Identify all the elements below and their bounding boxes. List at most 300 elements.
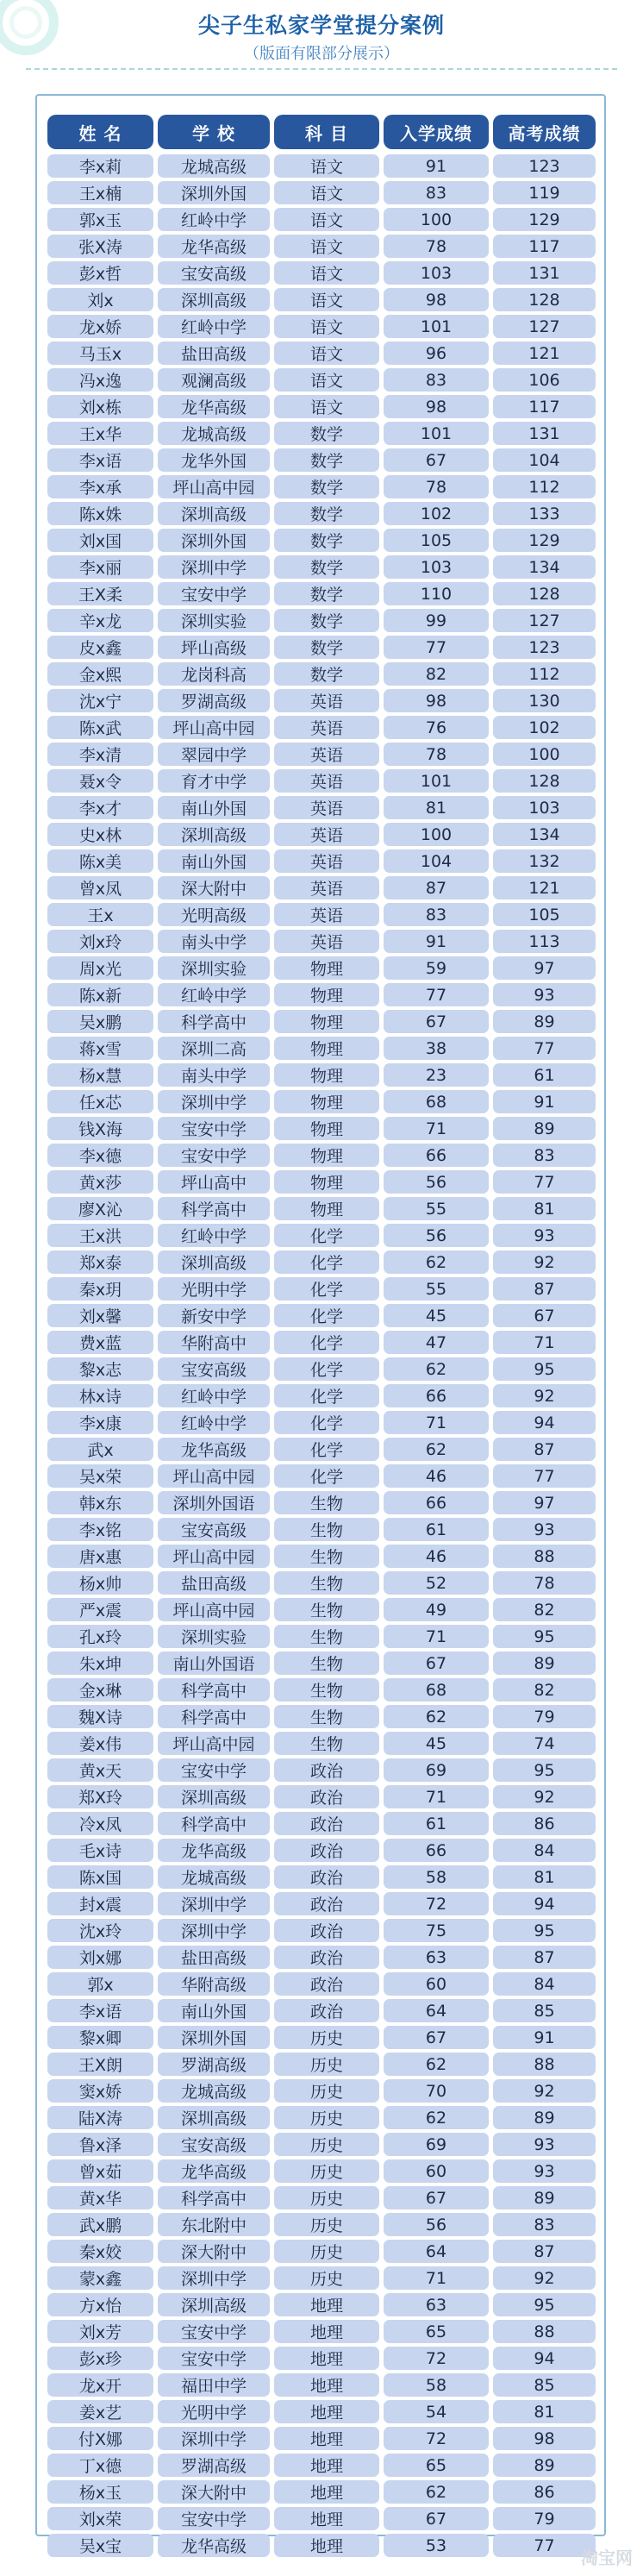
cell-name: 王x洪 xyxy=(47,1224,153,1247)
cell-entry-score: 53 xyxy=(384,2534,489,2557)
cell-entry-score: 98 xyxy=(384,689,489,712)
table-row xyxy=(47,981,596,1008)
cell-entry-score: 62 xyxy=(384,1438,489,1461)
cell-subject: 语文 xyxy=(274,288,379,311)
cell-school: 深圳高级 xyxy=(158,502,270,525)
cell-gaokao-score: 91 xyxy=(493,2026,596,2049)
table-row xyxy=(47,179,596,206)
cell-subject: 地理 xyxy=(274,2454,379,2477)
cell-school: 龙华高级 xyxy=(158,395,270,418)
cell-name: 杨x帅 xyxy=(47,1571,153,1595)
cell-gaokao-score: 130 xyxy=(493,689,596,712)
cell-gaokao-score: 128 xyxy=(493,288,596,311)
cell-entry-score: 102 xyxy=(384,502,489,525)
cell-gaokao-score: 89 xyxy=(493,1652,596,1675)
cell-gaokao-score: 100 xyxy=(493,743,596,766)
cell-entry-score: 52 xyxy=(384,1571,489,1595)
cell-school: 龙华高级 xyxy=(158,235,270,258)
cell-school: 坪山高中园 xyxy=(158,716,270,739)
table-row xyxy=(47,2051,596,2078)
cell-subject: 英语 xyxy=(274,849,379,873)
cell-name: 曾x凤 xyxy=(47,876,153,899)
cell-school: 宝安中学 xyxy=(158,2507,270,2530)
cell-subject: 物理 xyxy=(274,1063,379,1087)
cell-school: 坪山高中园 xyxy=(158,1464,270,1488)
cell-name: 刘x xyxy=(47,288,153,311)
cell-name: 刘x国 xyxy=(47,529,153,552)
cell-name: 陈x武 xyxy=(47,716,153,739)
cell-gaokao-score: 92 xyxy=(493,1384,596,1407)
cell-name: 黄x莎 xyxy=(47,1170,153,1194)
table-row xyxy=(47,1382,596,1409)
cell-subject: 语文 xyxy=(274,235,379,258)
cell-name: 龙x娇 xyxy=(47,315,153,338)
header-entry-score: 入学成绩 xyxy=(384,115,489,149)
cell-subject: 政治 xyxy=(274,1758,379,1782)
cell-entry-score: 103 xyxy=(384,261,489,285)
cell-name: 封x震 xyxy=(47,1892,153,1915)
table-row xyxy=(47,2532,596,2559)
table-row xyxy=(47,634,596,661)
table-row xyxy=(47,2238,596,2265)
cell-name: 黄x华 xyxy=(47,2186,153,2209)
cell-name: 朱x坤 xyxy=(47,1652,153,1675)
cell-entry-score: 105 xyxy=(384,529,489,552)
cell-name: 武x xyxy=(47,1438,153,1461)
cell-gaokao-score: 89 xyxy=(493,1010,596,1033)
table-row xyxy=(47,1677,596,1703)
cell-subject: 英语 xyxy=(274,930,379,953)
cell-entry-score: 81 xyxy=(384,796,489,819)
cell-subject: 物理 xyxy=(274,1010,379,1033)
cell-subject: 化学 xyxy=(274,1277,379,1301)
cell-subject: 地理 xyxy=(274,2400,379,2423)
table-row xyxy=(47,1944,596,1971)
cell-subject: 生物 xyxy=(274,1598,379,1621)
cell-subject: 生物 xyxy=(274,1652,379,1675)
table-row xyxy=(47,1489,596,1516)
cell-name: 马玉x xyxy=(47,342,153,365)
cell-entry-score: 110 xyxy=(384,582,489,605)
cell-entry-score: 67 xyxy=(384,2186,489,2209)
cell-subject: 历史 xyxy=(274,2106,379,2129)
table-row xyxy=(47,554,596,580)
cell-school: 龙华高级 xyxy=(158,2159,270,2183)
table-row xyxy=(47,1997,596,2024)
cell-subject: 地理 xyxy=(274,2320,379,2343)
table-row xyxy=(47,1275,596,1302)
dashed-divider xyxy=(26,68,617,70)
table-row xyxy=(47,1864,596,1890)
table-row xyxy=(47,313,596,340)
cell-entry-score: 56 xyxy=(384,2213,489,2236)
cell-gaokao-score: 77 xyxy=(493,1170,596,1194)
cell-name: 金x琳 xyxy=(47,1678,153,1702)
cell-school: 深圳高级 xyxy=(158,823,270,846)
cell-gaokao-score: 97 xyxy=(493,956,596,980)
cell-gaokao-score: 113 xyxy=(493,930,596,953)
cell-entry-score: 101 xyxy=(384,422,489,445)
cell-school: 南山外国 xyxy=(158,1999,270,2022)
cell-name: 鲁x泽 xyxy=(47,2133,153,2156)
cell-name: 李x德 xyxy=(47,1144,153,1167)
cell-name: 严x震 xyxy=(47,1598,153,1621)
table-row xyxy=(47,901,596,928)
cell-name: 姜x伟 xyxy=(47,1732,153,1755)
cell-gaokao-score: 121 xyxy=(493,876,596,899)
cell-entry-score: 59 xyxy=(384,956,489,980)
cell-school: 红岭中学 xyxy=(158,1384,270,1407)
cell-gaokao-score: 84 xyxy=(493,1839,596,1862)
cell-school: 深大附中 xyxy=(158,2480,270,2504)
table-row xyxy=(47,1757,596,1783)
table-row xyxy=(47,2479,596,2505)
table-row xyxy=(47,580,596,607)
table-row xyxy=(47,1783,596,1810)
cell-gaokao-score: 134 xyxy=(493,555,596,579)
cell-gaokao-score: 78 xyxy=(493,1571,596,1595)
table-row xyxy=(47,2452,596,2479)
table-row xyxy=(47,1008,596,1035)
cell-subject: 数学 xyxy=(274,555,379,579)
cell-name: 彭x珍 xyxy=(47,2347,153,2370)
table-row xyxy=(47,2184,596,2211)
table-row xyxy=(47,1356,596,1382)
cell-gaokao-score: 61 xyxy=(493,1063,596,1087)
cell-name: 刘x娜 xyxy=(47,1946,153,1969)
cell-subject: 生物 xyxy=(274,1732,379,1755)
table-row xyxy=(47,1035,596,1062)
cell-entry-score: 63 xyxy=(384,1946,489,1969)
cell-gaokao-score: 117 xyxy=(493,395,596,418)
cell-subject: 地理 xyxy=(274,2373,379,2397)
cell-name: 曾x茹 xyxy=(47,2159,153,2183)
cell-subject: 生物 xyxy=(274,1491,379,1514)
cell-name: 王x楠 xyxy=(47,181,153,204)
cell-name: 秦x玥 xyxy=(47,1277,153,1301)
cell-subject: 地理 xyxy=(274,2480,379,2504)
cell-subject: 历史 xyxy=(274,2079,379,2103)
table-header-row xyxy=(47,115,596,149)
cell-school: 宝安中学 xyxy=(158,2320,270,2343)
cell-name: 彭x哲 xyxy=(47,261,153,285)
cell-school: 坪山高中园 xyxy=(158,1545,270,1568)
cell-subject: 数学 xyxy=(274,582,379,605)
cell-school: 深圳中学 xyxy=(158,2427,270,2450)
cell-school: 红岭中学 xyxy=(158,983,270,1006)
cell-name: 李x丽 xyxy=(47,555,153,579)
cell-school: 盐田高级 xyxy=(158,1571,270,1595)
table-row xyxy=(47,2291,596,2318)
table-row xyxy=(47,2078,596,2104)
cell-entry-score: 77 xyxy=(384,636,489,659)
cell-gaokao-score: 91 xyxy=(493,1090,596,1113)
cell-name: 陈x新 xyxy=(47,983,153,1006)
cell-subject: 英语 xyxy=(274,796,379,819)
cell-gaokao-score: 127 xyxy=(493,315,596,338)
cell-school: 盐田高级 xyxy=(158,1946,270,1969)
cell-name: 任x芯 xyxy=(47,1090,153,1113)
cell-gaokao-score: 82 xyxy=(493,1598,596,1621)
table-row xyxy=(47,2505,596,2532)
table-row xyxy=(47,741,596,768)
page-subtitle: （版面有限部分展示） xyxy=(244,45,399,63)
cell-school: 龙城高级 xyxy=(158,2079,270,2103)
cell-subject: 历史 xyxy=(274,2186,379,2209)
cell-name: 方x怡 xyxy=(47,2293,153,2316)
table-row xyxy=(47,1436,596,1463)
cell-gaokao-score: 132 xyxy=(493,849,596,873)
table-row xyxy=(47,2131,596,2158)
cell-subject: 化学 xyxy=(274,1438,379,1461)
cell-school: 红岭中学 xyxy=(158,208,270,231)
cell-school: 深圳高级 xyxy=(158,2293,270,2316)
cell-school: 宝安中学 xyxy=(158,2347,270,2370)
cell-school: 深圳外国 xyxy=(158,529,270,552)
cell-school: 坪山高中园 xyxy=(158,1732,270,1755)
cell-gaokao-score: 83 xyxy=(493,2213,596,2236)
cell-name: 杨x慧 xyxy=(47,1063,153,1087)
cell-name: 秦x姣 xyxy=(47,2240,153,2263)
table-row xyxy=(47,2158,596,2184)
table-row xyxy=(47,1463,596,1489)
cell-school: 光明中学 xyxy=(158,1277,270,1301)
cell-entry-score: 96 xyxy=(384,342,489,365)
cell-subject: 语文 xyxy=(274,181,379,204)
cell-gaokao-score: 95 xyxy=(493,1625,596,1648)
cell-school: 宝安中学 xyxy=(158,1758,270,1782)
cell-school: 新安中学 xyxy=(158,1304,270,1327)
table-row xyxy=(47,687,596,714)
table-row xyxy=(47,1409,596,1436)
cell-entry-score: 100 xyxy=(384,208,489,231)
cell-subject: 语文 xyxy=(274,154,379,178)
cell-subject: 化学 xyxy=(274,1331,379,1354)
cell-gaokao-score: 102 xyxy=(493,716,596,739)
cell-gaokao-score: 98 xyxy=(493,2427,596,2450)
cell-entry-score: 68 xyxy=(384,1090,489,1113)
cell-gaokao-score: 77 xyxy=(493,1464,596,1488)
cell-gaokao-score: 134 xyxy=(493,823,596,846)
cell-name: 刘x荣 xyxy=(47,2507,153,2530)
table-row xyxy=(47,2345,596,2372)
cell-gaokao-score: 128 xyxy=(493,582,596,605)
cell-subject: 物理 xyxy=(274,1197,379,1220)
cell-entry-score: 45 xyxy=(384,1732,489,1755)
cell-entry-score: 70 xyxy=(384,2079,489,2103)
cell-name: 陈x美 xyxy=(47,849,153,873)
cell-entry-score: 99 xyxy=(384,609,489,632)
cell-gaokao-score: 93 xyxy=(493,1518,596,1541)
cell-school: 坪山高中 xyxy=(158,1170,270,1194)
cell-entry-score: 78 xyxy=(384,235,489,258)
cell-gaokao-score: 88 xyxy=(493,2320,596,2343)
cell-entry-score: 87 xyxy=(384,876,489,899)
cell-name: 史x林 xyxy=(47,823,153,846)
cell-entry-score: 104 xyxy=(384,849,489,873)
cell-subject: 物理 xyxy=(274,1170,379,1194)
cell-entry-score: 64 xyxy=(384,1999,489,2022)
cell-subject: 数学 xyxy=(274,609,379,632)
cell-entry-score: 62 xyxy=(384,1250,489,1274)
cell-entry-score: 46 xyxy=(384,1464,489,1488)
cell-school: 南头中学 xyxy=(158,930,270,953)
cell-subject: 历史 xyxy=(274,2213,379,2236)
cell-gaokao-score: 119 xyxy=(493,181,596,204)
cell-school: 科学高中 xyxy=(158,1010,270,1033)
cell-entry-score: 71 xyxy=(384,1117,489,1140)
cell-subject: 地理 xyxy=(274,2507,379,2530)
cell-subject: 英语 xyxy=(274,823,379,846)
cell-gaokao-score: 127 xyxy=(493,609,596,632)
cell-subject: 化学 xyxy=(274,1357,379,1381)
table-row xyxy=(47,1543,596,1570)
cell-name: 聂x令 xyxy=(47,769,153,793)
cell-entry-score: 76 xyxy=(384,716,489,739)
cell-subject: 政治 xyxy=(274,1999,379,2022)
cell-name: 丁x德 xyxy=(47,2454,153,2477)
cell-school: 宝安高级 xyxy=(158,2133,270,2156)
cell-school: 深圳中学 xyxy=(158,1919,270,1942)
cell-subject: 历史 xyxy=(274,2240,379,2263)
cell-name: 郭x xyxy=(47,1972,153,1996)
cell-gaokao-score: 103 xyxy=(493,796,596,819)
cell-entry-score: 83 xyxy=(384,368,489,392)
table-row xyxy=(47,794,596,821)
cell-gaokao-score: 129 xyxy=(493,529,596,552)
cell-school: 盐田高级 xyxy=(158,342,270,365)
table-row xyxy=(47,420,596,447)
cell-subject: 历史 xyxy=(274,2159,379,2183)
cell-subject: 生物 xyxy=(274,1705,379,1728)
cell-school: 南山外国 xyxy=(158,796,270,819)
cell-name: 辛x龙 xyxy=(47,609,153,632)
cell-subject: 政治 xyxy=(274,1946,379,1969)
cell-name: 林x诗 xyxy=(47,1384,153,1407)
cell-school: 罗湖高级 xyxy=(158,2053,270,2076)
cell-entry-score: 71 xyxy=(384,2266,489,2290)
cell-entry-score: 83 xyxy=(384,181,489,204)
table-row xyxy=(47,1971,596,1997)
cell-subject: 化学 xyxy=(274,1304,379,1327)
cell-school: 育才中学 xyxy=(158,769,270,793)
cell-gaokao-score: 104 xyxy=(493,448,596,472)
cell-school: 深圳中学 xyxy=(158,555,270,579)
cell-school: 南头中学 xyxy=(158,1063,270,1087)
cell-gaokao-score: 88 xyxy=(493,1545,596,1568)
cell-name: 黎x卿 xyxy=(47,2026,153,2049)
cell-gaokao-score: 87 xyxy=(493,1438,596,1461)
cell-school: 龙华高级 xyxy=(158,2534,270,2557)
cell-subject: 生物 xyxy=(274,1625,379,1648)
cell-subject: 数学 xyxy=(274,422,379,445)
table-row xyxy=(47,500,596,527)
cell-name: 刘x馨 xyxy=(47,1304,153,1327)
cell-gaokao-score: 128 xyxy=(493,769,596,793)
cell-name: 魏X诗 xyxy=(47,1705,153,1728)
cell-gaokao-score: 131 xyxy=(493,261,596,285)
cell-entry-score: 66 xyxy=(384,1384,489,1407)
cell-school: 深圳高级 xyxy=(158,2106,270,2129)
cell-school: 宝安高级 xyxy=(158,1357,270,1381)
cell-school: 红岭中学 xyxy=(158,315,270,338)
cell-gaokao-score: 93 xyxy=(493,1224,596,1247)
table-row xyxy=(47,714,596,741)
cell-entry-score: 100 xyxy=(384,823,489,846)
cell-entry-score: 64 xyxy=(384,2240,489,2263)
cell-subject: 化学 xyxy=(274,1411,379,1434)
cell-school: 宝安中学 xyxy=(158,1144,270,1167)
cell-school: 福田中学 xyxy=(158,2373,270,2397)
cell-entry-score: 65 xyxy=(384,2454,489,2477)
cell-name: 吴x荣 xyxy=(47,1464,153,1488)
table-row xyxy=(47,607,596,634)
cell-school: 华附高级 xyxy=(158,1972,270,1996)
table-row xyxy=(47,1810,596,1837)
cell-gaokao-score: 85 xyxy=(493,2373,596,2397)
cell-gaokao-score: 81 xyxy=(493,1865,596,1889)
table-row xyxy=(47,1623,596,1650)
cell-name: 沈x宁 xyxy=(47,689,153,712)
cell-entry-score: 83 xyxy=(384,903,489,926)
cell-subject: 地理 xyxy=(274,2293,379,2316)
cell-entry-score: 72 xyxy=(384,1892,489,1915)
cell-name: 郑X玲 xyxy=(47,1785,153,1808)
cell-school: 深圳实验 xyxy=(158,609,270,632)
cell-subject: 英语 xyxy=(274,903,379,926)
table-row xyxy=(47,2398,596,2425)
cell-gaokao-score: 123 xyxy=(493,154,596,178)
cell-subject: 化学 xyxy=(274,1464,379,1488)
cell-name: 王x华 xyxy=(47,422,153,445)
cell-entry-score: 103 xyxy=(384,555,489,579)
cell-gaokao-score: 89 xyxy=(493,2454,596,2477)
cell-name: 金x熙 xyxy=(47,662,153,686)
cell-subject: 数学 xyxy=(274,636,379,659)
cell-gaokao-score: 83 xyxy=(493,1144,596,1167)
cell-gaokao-score: 133 xyxy=(493,502,596,525)
cell-gaokao-score: 105 xyxy=(493,903,596,926)
cell-gaokao-score: 79 xyxy=(493,2507,596,2530)
cell-entry-score: 62 xyxy=(384,1705,489,1728)
cell-entry-score: 71 xyxy=(384,1411,489,1434)
cell-entry-score: 69 xyxy=(384,2133,489,2156)
cell-subject: 地理 xyxy=(274,2534,379,2557)
cell-school: 深圳二高 xyxy=(158,1037,270,1060)
cell-subject: 数学 xyxy=(274,502,379,525)
cell-name: 黎x志 xyxy=(47,1357,153,1381)
cell-entry-score: 78 xyxy=(384,475,489,498)
cell-entry-score: 63 xyxy=(384,2293,489,2316)
score-table xyxy=(47,115,596,2559)
cell-school: 宝安中学 xyxy=(158,582,270,605)
cell-school: 华附高中 xyxy=(158,1331,270,1354)
cell-entry-score: 98 xyxy=(384,395,489,418)
header-school: 学 校 xyxy=(158,115,270,149)
cell-school: 龙华高级 xyxy=(158,1839,270,1862)
table-row xyxy=(47,447,596,473)
cell-entry-score: 61 xyxy=(384,1518,489,1541)
table-row xyxy=(47,2265,596,2291)
cell-subject: 政治 xyxy=(274,1865,379,1889)
table-row xyxy=(47,2318,596,2345)
cell-name: 姜x艺 xyxy=(47,2400,153,2423)
cell-gaokao-score: 93 xyxy=(493,2133,596,2156)
table-row xyxy=(47,1650,596,1677)
table-row xyxy=(47,1890,596,1917)
cell-entry-score: 98 xyxy=(384,288,489,311)
cell-gaokao-score: 89 xyxy=(493,2106,596,2129)
